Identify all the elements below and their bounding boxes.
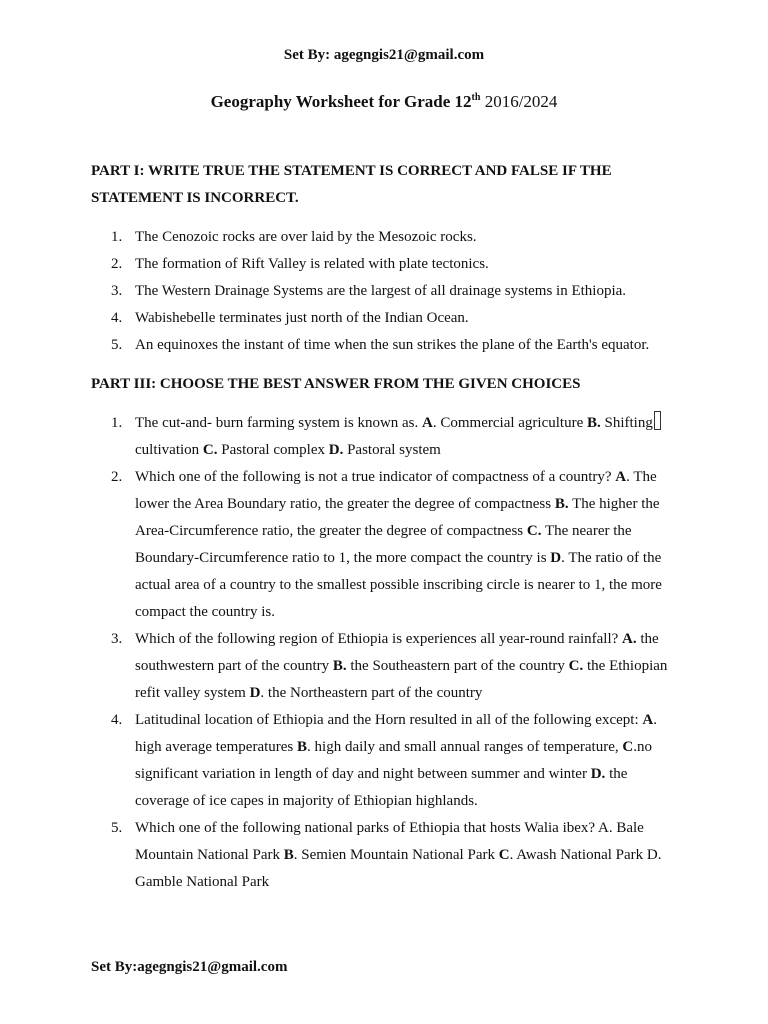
text-segment: cultivation xyxy=(135,442,203,458)
text-segment: the Ethiopian refit valley system xyxy=(135,658,668,701)
part3-question-list xyxy=(91,410,681,896)
text-segment: . the Northeastern part of the country xyxy=(260,685,483,701)
text-segment: the Southeastern part of the country xyxy=(346,658,569,674)
text-segment: the coverage of ice capes in majority of Ethiopian highlands. xyxy=(135,766,628,809)
part3-item xyxy=(91,410,681,464)
text-segment: . Commercial agriculture xyxy=(432,415,587,431)
item-number: 4. xyxy=(111,310,123,326)
text-segment: the southwestern part of the country xyxy=(135,631,659,674)
item-text xyxy=(135,707,681,815)
header-set-by: Set By: agegngis21@gmail.com xyxy=(283,47,485,63)
item-number: 3. xyxy=(111,283,123,299)
item-text: The formation of Rift Valley is related with plate tectonics. xyxy=(135,256,489,272)
item-text: Wabishebelle terminates just north of the Indian Ocean. xyxy=(135,310,469,326)
text-segment: . high daily and small annual ranges of temperature, xyxy=(307,739,623,755)
title-main: Geography Worksheet for Grade 12 xyxy=(210,92,472,111)
part3-item xyxy=(91,707,681,815)
choice-letter: A xyxy=(615,469,627,485)
part3-item xyxy=(91,626,681,707)
choice-letter: D xyxy=(550,550,562,566)
choice-letter: B xyxy=(283,847,294,863)
footer-set-by: Set By:agegngis21@gmail.com xyxy=(91,959,288,975)
item-number: 5. xyxy=(111,337,123,353)
text-segment: . Awash National Park D. Gamble National Park xyxy=(135,847,662,890)
choice-letter: A xyxy=(422,415,433,431)
part1-item xyxy=(91,332,681,359)
item-text xyxy=(135,815,681,896)
placeholder-box xyxy=(654,411,661,430)
text-segment: .no significant variation in length of day and night between summer and winter xyxy=(135,739,652,782)
part3-heading: PART III: CHOOSE THE BEST ANSWER FROM THE GIVEN CHOICES xyxy=(91,376,581,392)
item-number: 1. xyxy=(111,415,123,431)
item-text: An equinoxes the instant of time when the sun strikes the plane of the Earth's equator. xyxy=(135,337,650,353)
part1-question-list xyxy=(91,224,681,359)
choice-letter: A xyxy=(642,712,654,728)
choice-letter: D xyxy=(249,685,261,701)
text-segment: Pastoral system xyxy=(343,442,441,458)
choice-letter: B. xyxy=(554,496,569,512)
text-segment: The cut-and- burn farming system is known as. xyxy=(135,415,423,431)
item-text: The Cenozoic rocks are over laid by the Mesozoic rocks. xyxy=(135,229,477,245)
item-text xyxy=(135,464,681,626)
item-number: 5. xyxy=(111,820,123,836)
choice-letter: A. xyxy=(622,631,637,647)
choice-letter: C xyxy=(498,847,510,863)
choice-letter: C. xyxy=(568,658,584,674)
text-segment: . high average temperatures xyxy=(135,712,657,755)
choice-letter: C xyxy=(622,739,634,755)
text-segment: Which one of the following national parks of Ethiopia that hosts Walia ibex? A. Bale Mountain National Park xyxy=(135,820,644,863)
choice-letter: B. xyxy=(586,415,601,431)
text-segment: Pastoral complex xyxy=(217,442,329,458)
text-segment: Latitudinal location of Ethiopia and the Horn resulted in all of the following except: xyxy=(135,712,643,728)
choice-letter: D. xyxy=(328,442,344,458)
item-number: 4. xyxy=(111,712,123,728)
text-segment: . The lower the Area Boundary ratio, the greater the degree of compactness xyxy=(135,469,657,512)
choice-letter: D. xyxy=(590,766,606,782)
item-text xyxy=(135,626,681,707)
title-superscript: th xyxy=(471,92,481,103)
choice-letter: B xyxy=(297,739,308,755)
text-segment: Shifting xyxy=(600,415,653,431)
part1-item xyxy=(91,251,681,278)
text-segment: The nearer the Boundary-Circumference ratio to 1, the more compact the country is xyxy=(135,523,632,566)
item-number: 2. xyxy=(111,256,123,272)
item-text xyxy=(135,410,681,464)
choice-letter: B. xyxy=(332,658,347,674)
part1-heading: PART I: WRITE TRUE THE STATEMENT IS CORRECT AND FALSE IF THE STATEMENT IS INCORRECT. xyxy=(91,163,612,206)
choice-letter: C. xyxy=(526,523,542,539)
text-segment: . The ratio of the actual area of a country to the smallest possible inscribing circle is nearer to 1, the more compact the country is. xyxy=(135,550,662,620)
title-year: 2016/2024 xyxy=(480,92,558,111)
part3-item xyxy=(91,464,681,626)
part1-item xyxy=(91,224,681,251)
item-number: 1. xyxy=(111,229,123,245)
choice-letter: C. xyxy=(202,442,218,458)
text-segment: Which one of the following is not a true indicator of compactness of a country? xyxy=(135,469,616,485)
part1-item xyxy=(91,278,681,305)
item-number: 3. xyxy=(111,631,123,647)
part3-item xyxy=(91,815,681,896)
text-segment: Which of the following region of Ethiopia is experiences all year-round rainfall? xyxy=(135,631,623,647)
text-segment: The higher the Area-Circumference ratio, the greater the degree of compactness xyxy=(135,496,660,539)
item-number: 2. xyxy=(111,469,123,485)
part1-item xyxy=(91,305,681,332)
worksheet-title xyxy=(0,92,768,112)
text-segment: . Semien Mountain National Park xyxy=(293,847,499,863)
item-text: The Western Drainage Systems are the largest of all drainage systems in Ethiopia. xyxy=(135,283,627,299)
